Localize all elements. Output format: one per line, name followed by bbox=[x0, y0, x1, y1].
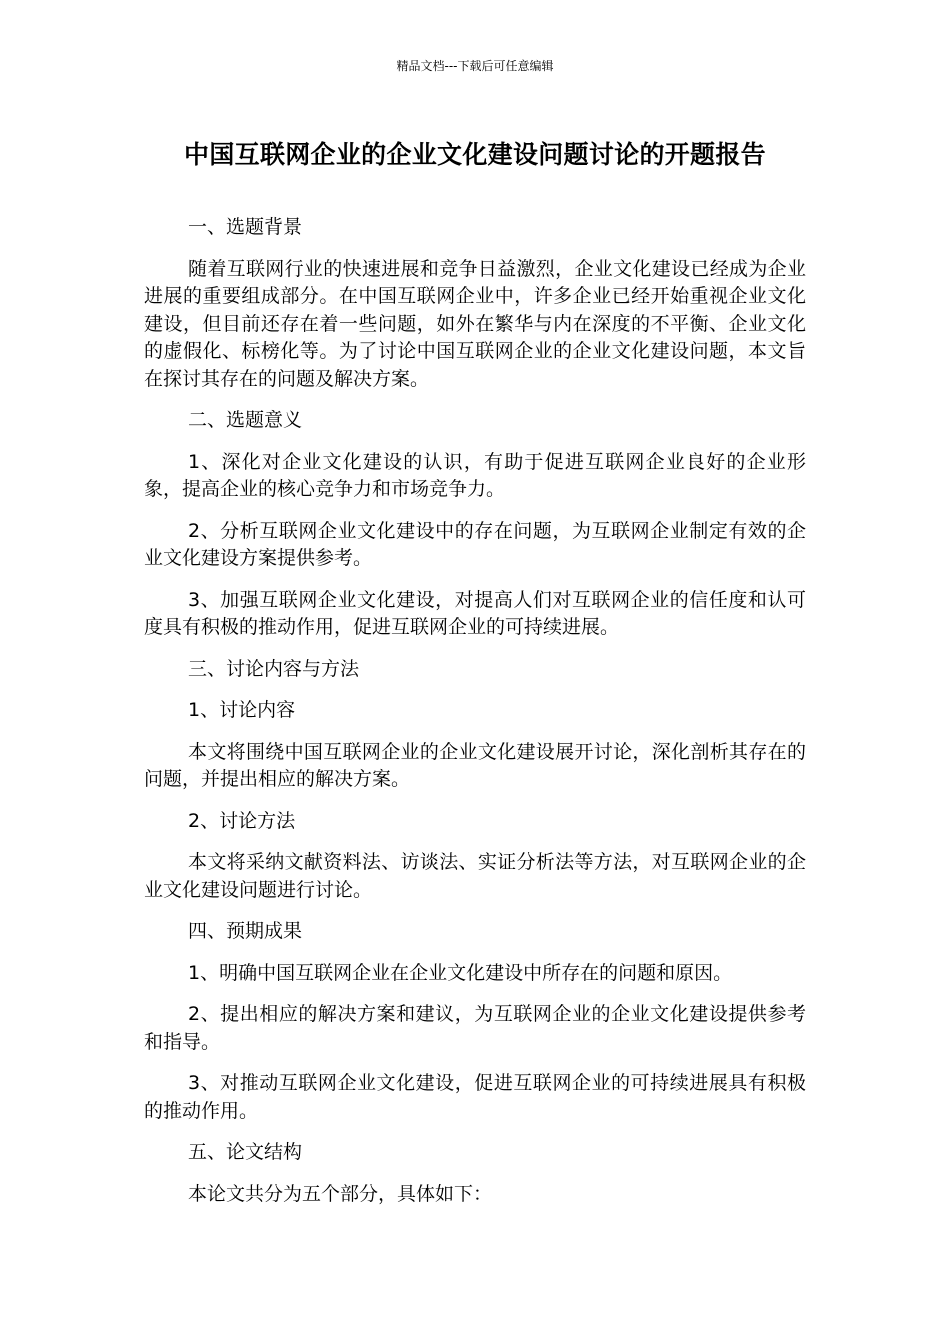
paragraph-result-2: 2、提出相应的解决方案和建议，为互联网企业的企业文化建设提供参考和指导。 bbox=[144, 1003, 806, 1053]
subheading-content: 1、讨论内容 bbox=[188, 699, 296, 721]
paragraph-result-3: 3、对推动互联网企业文化建设，促进互联网企业的可持续进展具有积极的推动作用。 bbox=[144, 1072, 806, 1122]
page-header: 精品文档---下载后可任意编辑 bbox=[396, 59, 554, 73]
section-heading-background: 一、选题背景 bbox=[188, 216, 303, 238]
section-heading-expected-results: 四、预期成果 bbox=[188, 920, 303, 942]
subheading-method: 2、讨论方法 bbox=[188, 809, 296, 832]
paragraph-background: 随着互联网行业的快速进展和竞争日益激烈，企业文化建设已经成为企业进展的重要组成部分。在中国互联网企业中，许多企业已经开始重视企业文化建设，但目前还存在着一些问题，如外在繁华与内在深度的不平衡、企业文化的虚假化、标榜化等。为了讨论中国互联网企业的企业文化建设问题，本文旨在探讨其存在的问题及解决方案。 bbox=[144, 257, 806, 390]
paragraph-significance-2: 2、分析互联网企业文化建设中的存在问题，为互联网企业制定有效的企业文化建设方案提供参考。 bbox=[144, 519, 806, 569]
paragraph-result-1: 1、明确中国互联网企业在企业文化建设中所存在的问题和原因。 bbox=[188, 961, 733, 984]
paragraph-structure: 本论文共分为五个部分，具体如下： bbox=[188, 1182, 493, 1205]
document-title: 中国互联网企业的企业文化建设问题讨论的开题报告 bbox=[184, 140, 766, 169]
paragraph-method: 本文将采纳文献资料法、访谈法、实证分析法等方法，对互联网企业的企业文化建设问题进行讨论。 bbox=[144, 851, 806, 901]
section-heading-structure: 五、论文结构 bbox=[188, 1141, 303, 1163]
paragraph-significance-1: 1、深化对企业文化建设的认识，有助于促进互联网企业良好的企业形象，提高企业的核心竞争力和市场竞争力。 bbox=[144, 450, 806, 500]
paragraph-significance-3: 3、加强互联网企业文化建设，对提高人们对互联网企业的信任度和认可度具有积极的推动作用，促进互联网企业的可持续进展。 bbox=[144, 588, 806, 638]
paragraph-content: 本文将围绕中国互联网企业的企业文化建设展开讨论，深化剖析其存在的问题，并提出相应的解决方案。 bbox=[144, 740, 806, 790]
section-heading-significance: 二、选题意义 bbox=[188, 409, 303, 431]
section-heading-content-method: 三、讨论内容与方法 bbox=[188, 657, 360, 680]
document-body bbox=[144, 214, 806, 1222]
